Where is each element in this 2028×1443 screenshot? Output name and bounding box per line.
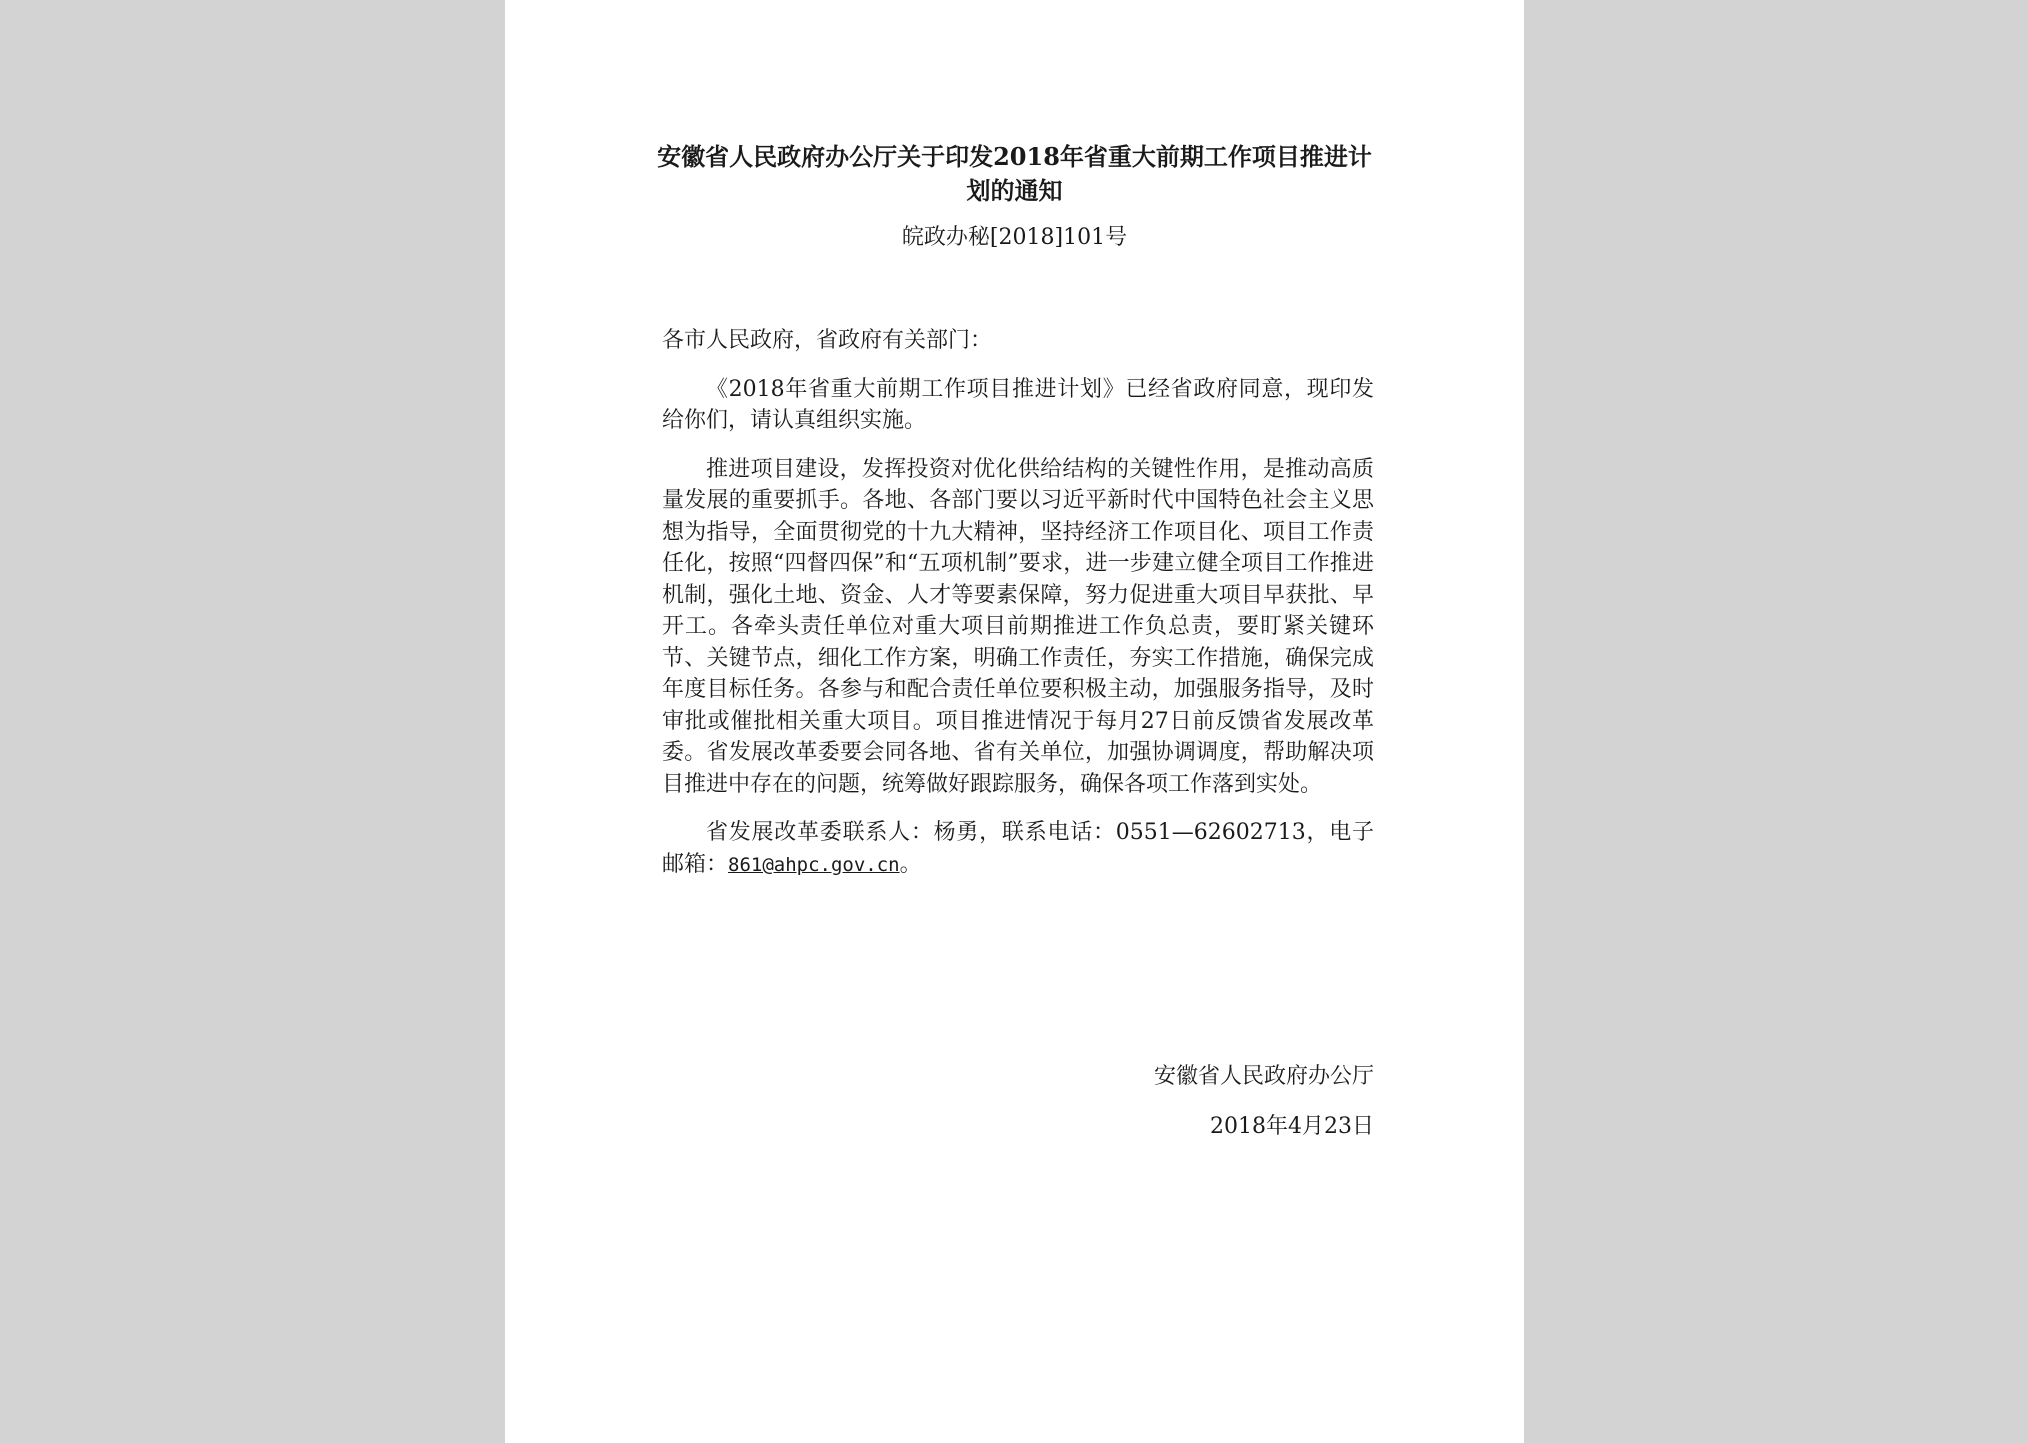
document-number: 皖政办秘[2018]101号 — [901, 225, 1128, 250]
document-body — [662, 325, 1374, 898]
contact-suffix: 。 — [899, 851, 922, 877]
paragraph-requirements: 推进项目建设，发挥投资对优化供给结构的关键性作用，是推动高质量发展的重要抓手。各地、各部门要以习近平新时代中国特色社会主义思想为指导，全面贯彻党的十九大精神，坚持经济工作项目化、项目工作责任化，按照“四督四保”和“五项机制”要求，进一步建立健全项目工作推进机制，强化土地、资金、人才等要素保障，努力促进重大项目早获批、早开工。各牵头责任单位对重大项目前期推进工作负总责，要盯紧关键环节、关键节点，细化工作方案，明确工作责任，夯实工作措施，确保完成年度目标任务。各参与和配合责任单位要积极主动，加强服务指导，及时审批或催批相关重大项目。项目推进情况于每月27日前反馈省发展改革委。省发展改革委要会同各地、省有关单位，加强协调调度，帮助解决项目推进中存在的问题，统筹做好跟踪服务，确保各项工作落到实处。 — [662, 456, 1374, 797]
document-title: 安徽省人民政府办公厅关于印发2018年省重大前期工作项目推进计划的通知 — [657, 142, 1372, 205]
contact-email-link[interactable]: 861@ahpc.gov.cn — [728, 853, 900, 876]
salutation: 各市人民政府，省政府有关部门： — [662, 328, 993, 353]
contact-text: 省发展改革委联系人：杨勇，联系电话：0551—62602713，电子邮箱： — [662, 820, 1374, 877]
paragraph-contact — [662, 817, 1374, 881]
issue-date: 2018年4月23日 — [1210, 1114, 1374, 1139]
paragraph-notice: 《2018年省重大前期工作项目推进计划》已经省政府同意，现印发给你们，请认真组织实施。 — [662, 376, 1374, 433]
document-page — [505, 0, 1524, 1443]
issuer-signature: 安徽省人民政府办公厅 — [1153, 1064, 1374, 1089]
